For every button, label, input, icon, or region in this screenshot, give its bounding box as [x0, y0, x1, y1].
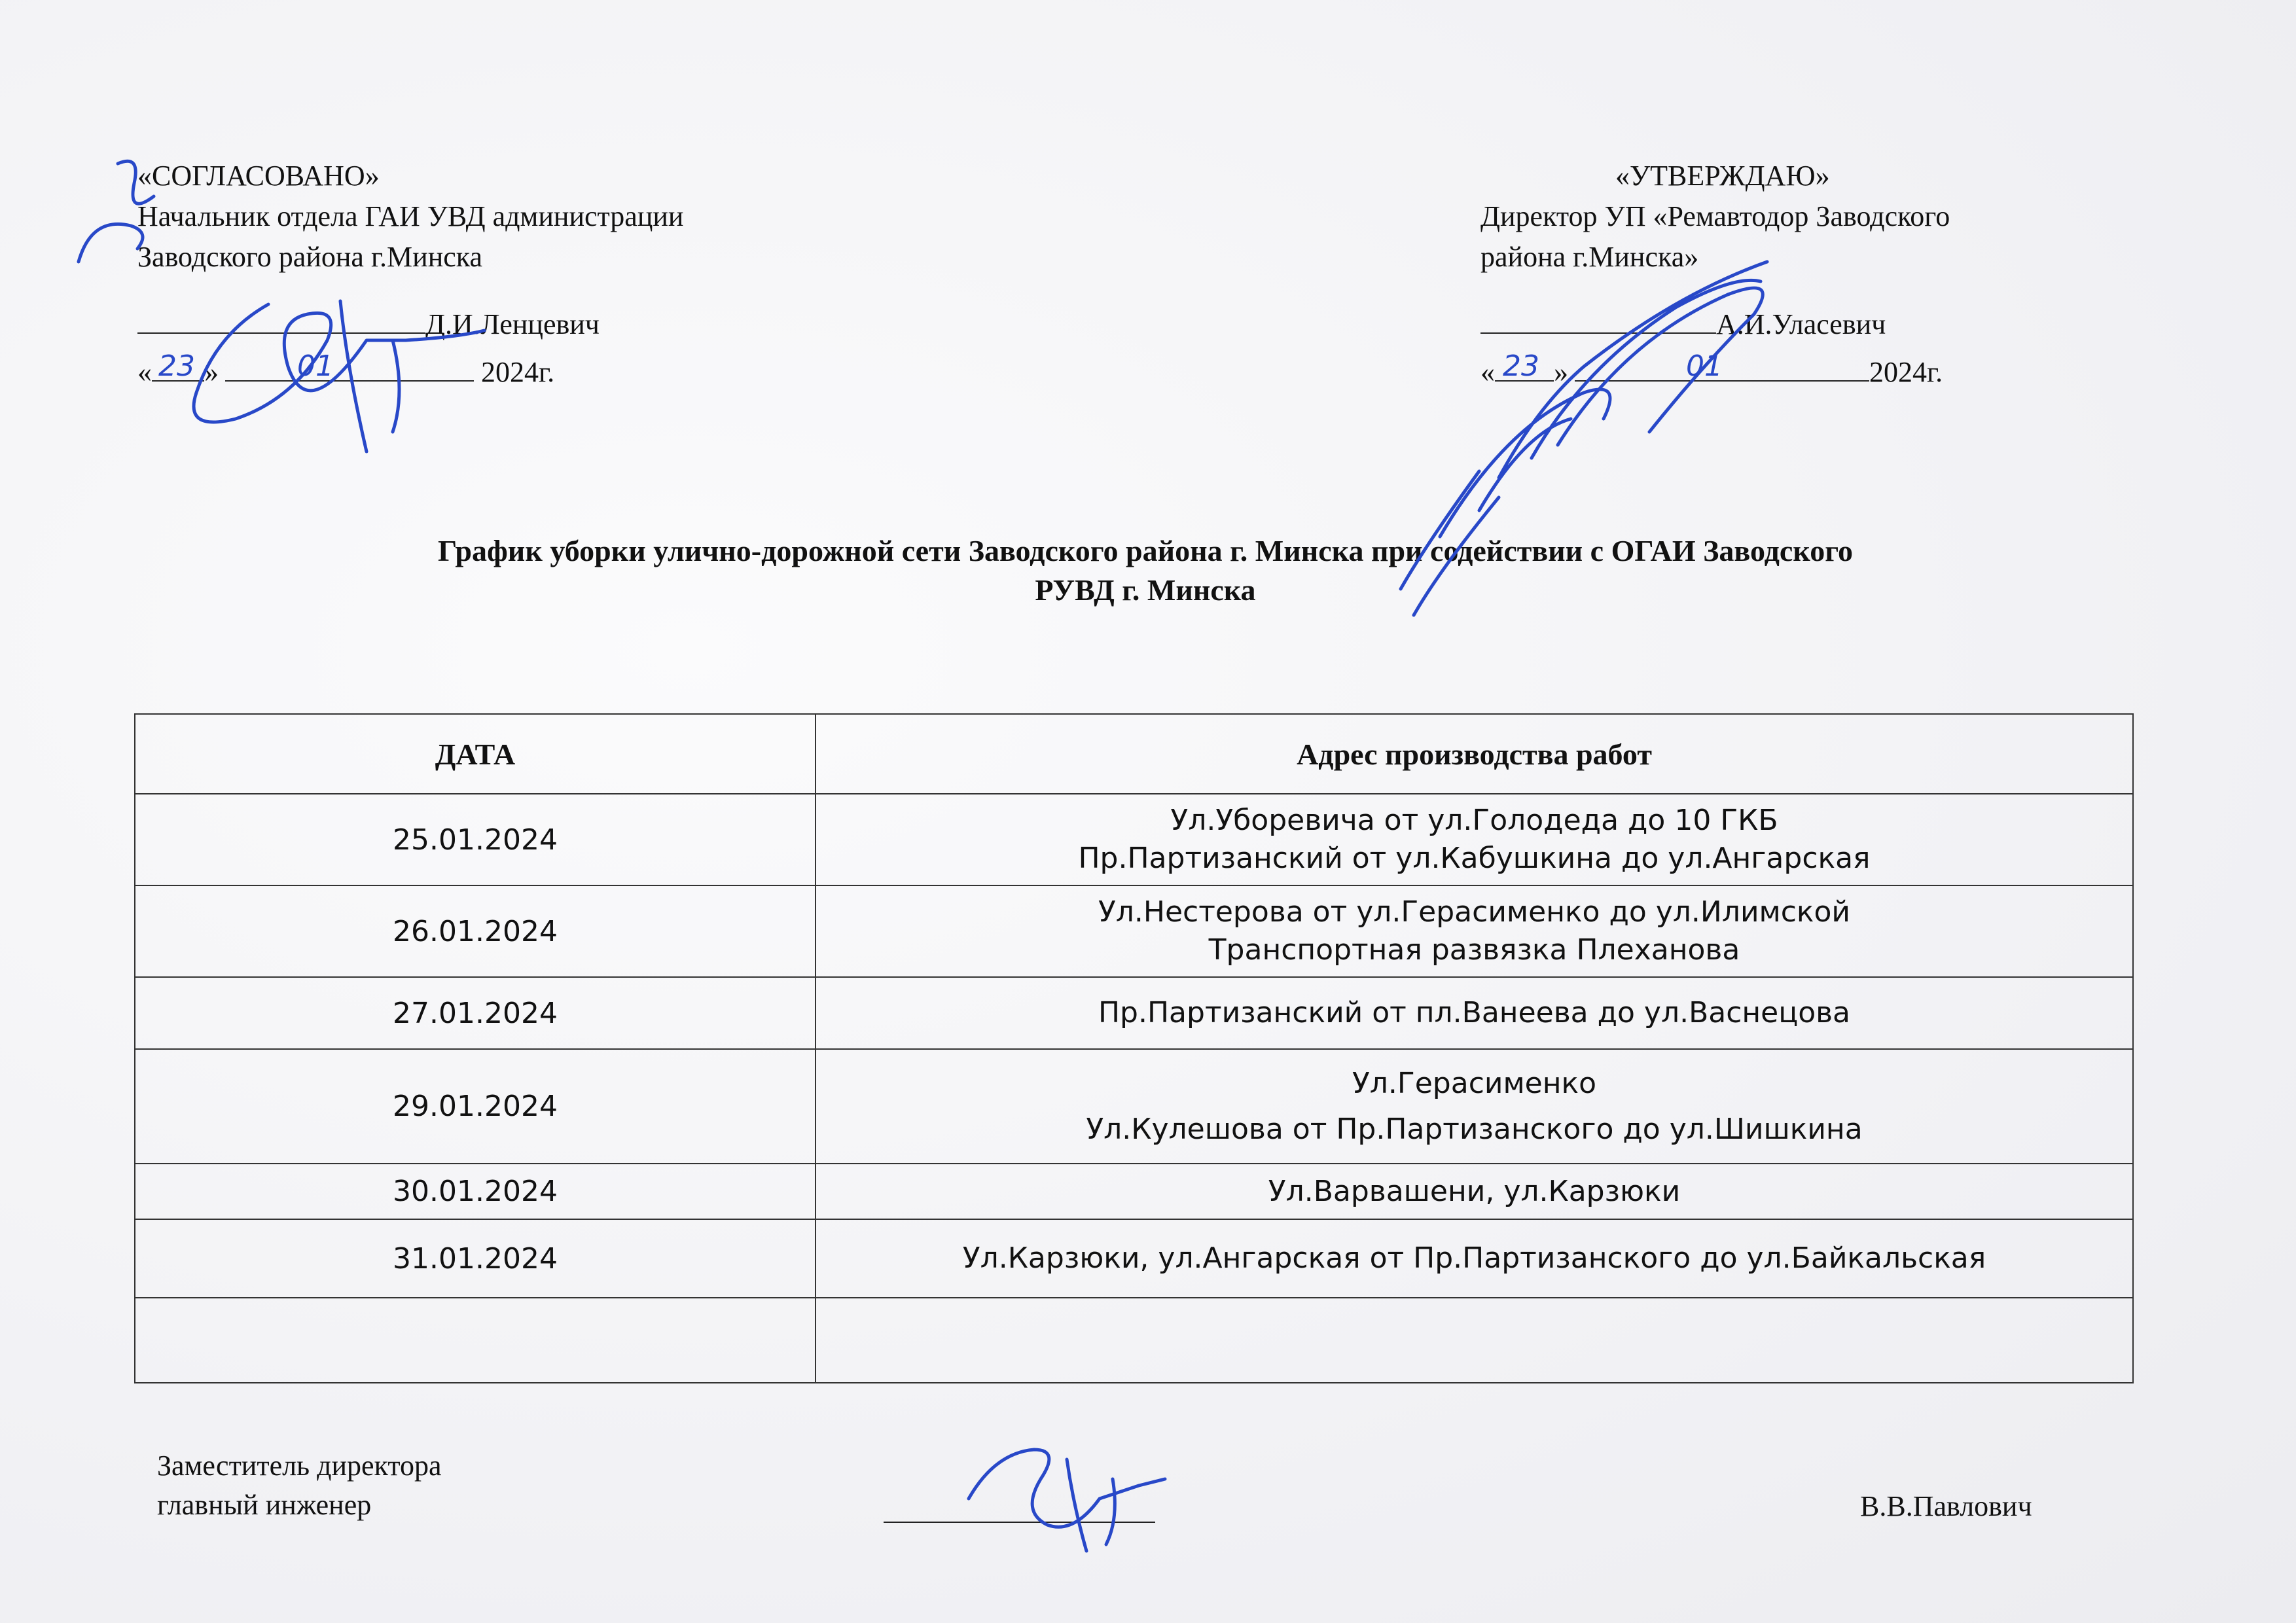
approved-position-line2: района г.Минска»	[1480, 241, 1699, 273]
row-address	[816, 1219, 2133, 1298]
row-address	[816, 1049, 2133, 1164]
document-title	[131, 531, 2160, 610]
table-row	[135, 1164, 2133, 1219]
approved-date-mid: »	[1554, 356, 1568, 388]
table-row	[135, 977, 2133, 1049]
row-date: 30.01.2024	[135, 1164, 816, 1219]
address-line: Ул.Герасименко	[1352, 1066, 1597, 1100]
document-title-line2: РУВД г. Минска	[1035, 573, 1256, 607]
row-address	[816, 885, 2133, 977]
row-address	[816, 1298, 2133, 1383]
approved-block	[1480, 156, 1950, 393]
table-row	[135, 1049, 2133, 1164]
footer-position-line2: главный инженер	[157, 1489, 372, 1521]
agreed-position-line1: Начальник отдела ГАИ УВД администрации	[137, 200, 684, 232]
table-header-row	[135, 714, 2133, 794]
table-row	[135, 794, 2133, 885]
table-row	[135, 1219, 2133, 1298]
agreed-date-day: 23	[158, 349, 195, 383]
address-line: Ул.Карзюки, ул.Ангарская от Пр.Партизанского до ул.Байкальская	[962, 1241, 1986, 1275]
approved-date-day-field	[1495, 351, 1554, 382]
row-date: 25.01.2024	[135, 794, 816, 885]
row-address	[816, 1164, 2133, 1219]
footer-position	[157, 1446, 442, 1525]
approved-date-open: «	[1480, 356, 1495, 388]
agreed-date-month-field	[225, 351, 474, 382]
agreed-date-open: «	[137, 356, 152, 388]
address-line: Пр.Партизанский от ул.Кабушкина до ул.Ангарская	[1078, 842, 1871, 875]
approved-date-month-field	[1575, 351, 1869, 382]
approved-heading: «УТВЕРЖДАЮ»	[1615, 160, 1830, 192]
approved-date-day: 23	[1503, 349, 1539, 383]
address-line: Ул.Уборевича от ул.Голодеда до 10 ГКБ	[1170, 804, 1778, 837]
table-row	[135, 885, 2133, 977]
agreed-name: Д.И.Ленцевич	[425, 308, 600, 340]
address-line: Ул.Варвашени, ул.Карзюки	[1268, 1174, 1681, 1208]
approved-date-month: 01	[1686, 349, 1723, 383]
row-date	[135, 1298, 816, 1383]
address-line: Транспортная развязка Плеханова	[1208, 933, 1740, 967]
approved-position-line1: Директор УП «Ремавтодор Заводского	[1480, 200, 1950, 232]
address-line: Пр.Партизанский от пл.Ванеева до ул.Васнецова	[1098, 996, 1851, 1029]
agreed-heading: «СОГЛАСОВАНО»	[137, 160, 380, 192]
footer-position-line1: Заместитель директора	[157, 1450, 442, 1482]
row-address	[816, 977, 2133, 1049]
footer-name: В.В.Павлович	[1860, 1490, 2032, 1522]
row-date: 26.01.2024	[135, 885, 816, 977]
agreed-date-month: 01	[297, 349, 334, 383]
agreed-signature-line	[137, 304, 425, 334]
schedule-table	[134, 713, 2134, 1383]
agreed-date-year: 2024г.	[481, 356, 555, 388]
row-date: 29.01.2024	[135, 1049, 816, 1164]
approved-signature-line	[1480, 304, 1716, 334]
row-date: 31.01.2024	[135, 1219, 816, 1298]
approved-name: А.И.Уласевич	[1716, 308, 1886, 340]
table-row	[135, 1298, 2133, 1383]
footer-signature-line	[884, 1522, 1155, 1523]
header-date: ДАТА	[135, 714, 816, 794]
header-address: Адрес производства работ	[816, 714, 2133, 794]
document-title-line1: График уборки улично-дорожной сети Заводского района г. Минска при содействии с ОГАИ Заводского	[438, 534, 1853, 567]
agreed-block	[137, 156, 683, 393]
address-line: Ул.Нестерова от ул.Герасименко до ул.Илимской	[1098, 895, 1851, 929]
row-address	[816, 794, 2133, 885]
agreed-date-day-field	[152, 351, 204, 382]
agreed-date-mid: »	[204, 356, 219, 388]
row-date: 27.01.2024	[135, 977, 816, 1049]
address-line: Ул.Кулешова от Пр.Партизанского до ул.Шишкина	[1086, 1112, 1863, 1146]
agreed-position-line2: Заводского района г.Минска	[137, 241, 483, 273]
approved-date-year: 2024г.	[1869, 356, 1943, 388]
